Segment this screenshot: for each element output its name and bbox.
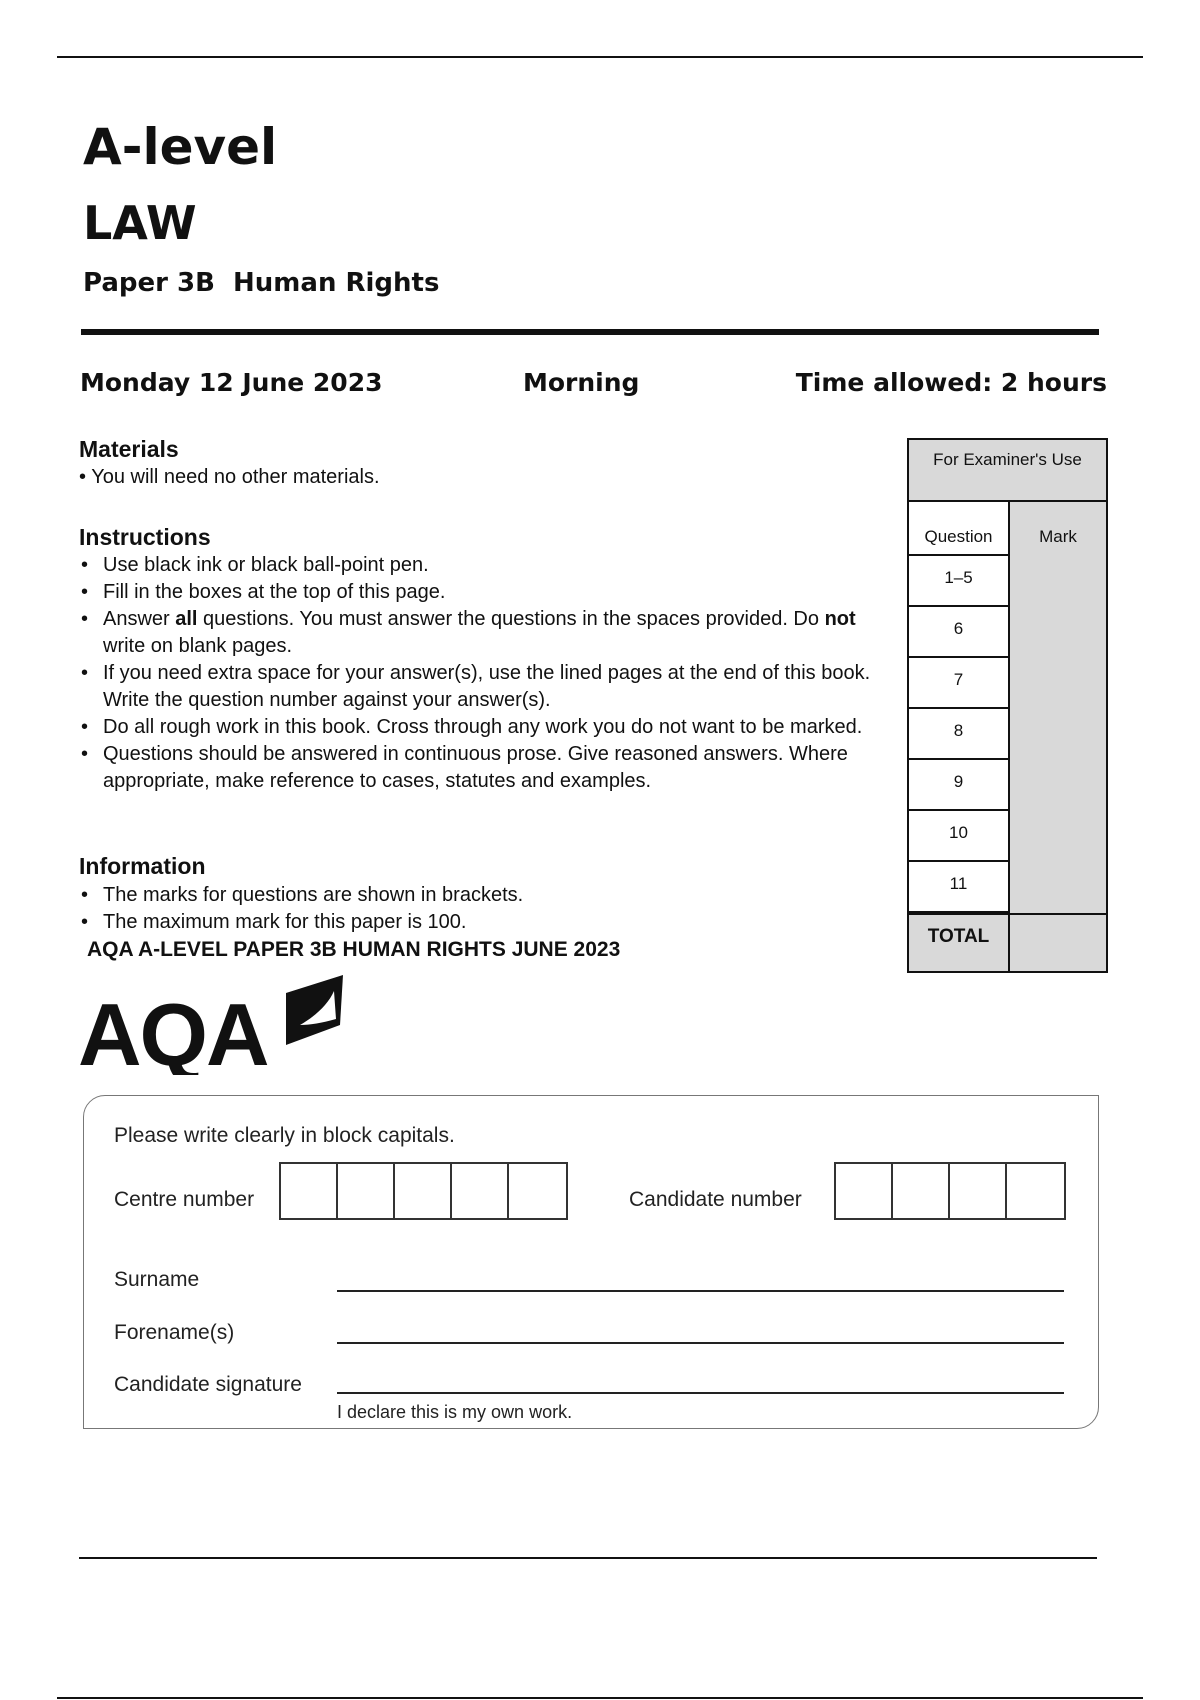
table-row (909, 811, 1106, 862)
total-row (909, 913, 1106, 971)
paper-title: Paper 3B Human Rights (83, 268, 440, 298)
top-page-rule (57, 56, 1143, 58)
centre-digit-box[interactable] (281, 1164, 338, 1218)
question-number: 11 (909, 862, 1010, 913)
information-item: • The marks for questions are shown in brackets. (79, 882, 879, 909)
centre-digit-box[interactable] (452, 1164, 509, 1218)
centre-number-label: Centre number (114, 1188, 255, 1211)
instruction-item: • If you need extra space for your answer(s), use the lined pages at the end of this book. Write the question number against your answer(s). (79, 660, 899, 714)
column-mark: Mark (1010, 502, 1106, 556)
question-number: 10 (909, 811, 1010, 862)
instruction-item: • Use black ink or black ball-point pen. (79, 552, 899, 579)
surname-field[interactable] (337, 1290, 1064, 1292)
aqa-logo-mark-icon (286, 975, 343, 1045)
centre-digit-box[interactable] (395, 1164, 452, 1218)
signature-field[interactable] (337, 1392, 1064, 1394)
candidate-digit-box[interactable] (836, 1164, 893, 1218)
candidate-number-boxes[interactable] (834, 1162, 1066, 1220)
materials-heading: Materials (79, 436, 179, 462)
table-row (909, 658, 1106, 709)
table-row (909, 556, 1106, 607)
candidate-digit-box[interactable] (950, 1164, 1007, 1218)
column-question: Question (909, 502, 1010, 556)
block-capitals-prompt: Please write clearly in block capitals. (114, 1124, 455, 1147)
title-thick-rule (81, 329, 1099, 335)
information-heading: Information (79, 853, 206, 879)
table-row (909, 607, 1106, 658)
information-item: • The maximum mark for this paper is 100. (79, 909, 879, 936)
paper-watermark-line: AQA A-LEVEL PAPER 3B HUMAN RIGHTS JUNE 2023 (87, 938, 621, 961)
signature-label: Candidate signature (114, 1373, 302, 1396)
instructions-list (79, 552, 899, 795)
subject-title: LAW (83, 196, 197, 250)
mark-cell (1010, 658, 1106, 709)
declaration-text: I declare this is my own work. (337, 1402, 573, 1422)
candidate-digit-box[interactable] (1007, 1164, 1064, 1218)
aqa-logo (78, 975, 348, 1075)
mark-cell (1010, 862, 1106, 913)
aqa-logo-graphic (78, 975, 348, 1075)
exam-session: Morning (523, 368, 640, 397)
forename-label: Forename(s) (114, 1321, 235, 1344)
exam-date: Monday 12 June 2023 (80, 368, 383, 397)
mark-cell (1010, 556, 1106, 607)
instruction-item: • Do all rough work in this book. Cross through any work you do not want to be marked. (79, 714, 899, 741)
aqa-logo-text: AQA (78, 985, 268, 1075)
mark-cell (1010, 811, 1106, 862)
forename-field[interactable] (337, 1342, 1064, 1344)
table-row (909, 862, 1106, 913)
examiner-table-header (909, 502, 1106, 556)
candidate-digit-box[interactable] (893, 1164, 950, 1218)
instructions-heading: Instructions (79, 524, 211, 550)
bottom-rule (79, 1557, 1097, 1559)
materials-item-text: You will need no other materials. (91, 466, 380, 488)
total-mark-cell (1010, 915, 1106, 971)
time-allowed: Time allowed: 2 hours (795, 368, 1107, 397)
candidate-number-label: Candidate number (629, 1188, 802, 1211)
question-number: 7 (909, 658, 1010, 709)
question-number: 1–5 (909, 556, 1010, 607)
question-number: 6 (909, 607, 1010, 658)
instruction-item: • Fill in the boxes at the top of this page. (79, 579, 899, 606)
page-bottom-rule (57, 1697, 1143, 1699)
materials-item: • You will need no other materials. (79, 466, 380, 488)
table-row (909, 760, 1106, 811)
centre-digit-box[interactable] (338, 1164, 395, 1218)
information-list (79, 882, 879, 936)
examiner-table-title: For Examiner's Use (909, 440, 1106, 502)
question-number: 9 (909, 760, 1010, 811)
mark-cell (1010, 607, 1106, 658)
centre-digit-box[interactable] (509, 1164, 566, 1218)
surname-label: Surname (114, 1268, 200, 1291)
instruction-item: • Questions should be answered in continuous prose. Give reasoned answers. Where appropriate, make reference to cases, statutes and examples. (79, 741, 899, 795)
mark-cell (1010, 760, 1106, 811)
mark-cell (1010, 709, 1106, 760)
table-row (909, 709, 1106, 760)
qualification-title: A-level (83, 118, 278, 176)
question-number: 8 (909, 709, 1010, 760)
examiner-use-table (907, 438, 1108, 973)
instruction-item: • Answer all questions. You must answer the questions in the spaces provided. Do not write on blank pages. (79, 606, 899, 660)
centre-number-boxes[interactable] (279, 1162, 568, 1220)
total-label: TOTAL (909, 915, 1010, 971)
